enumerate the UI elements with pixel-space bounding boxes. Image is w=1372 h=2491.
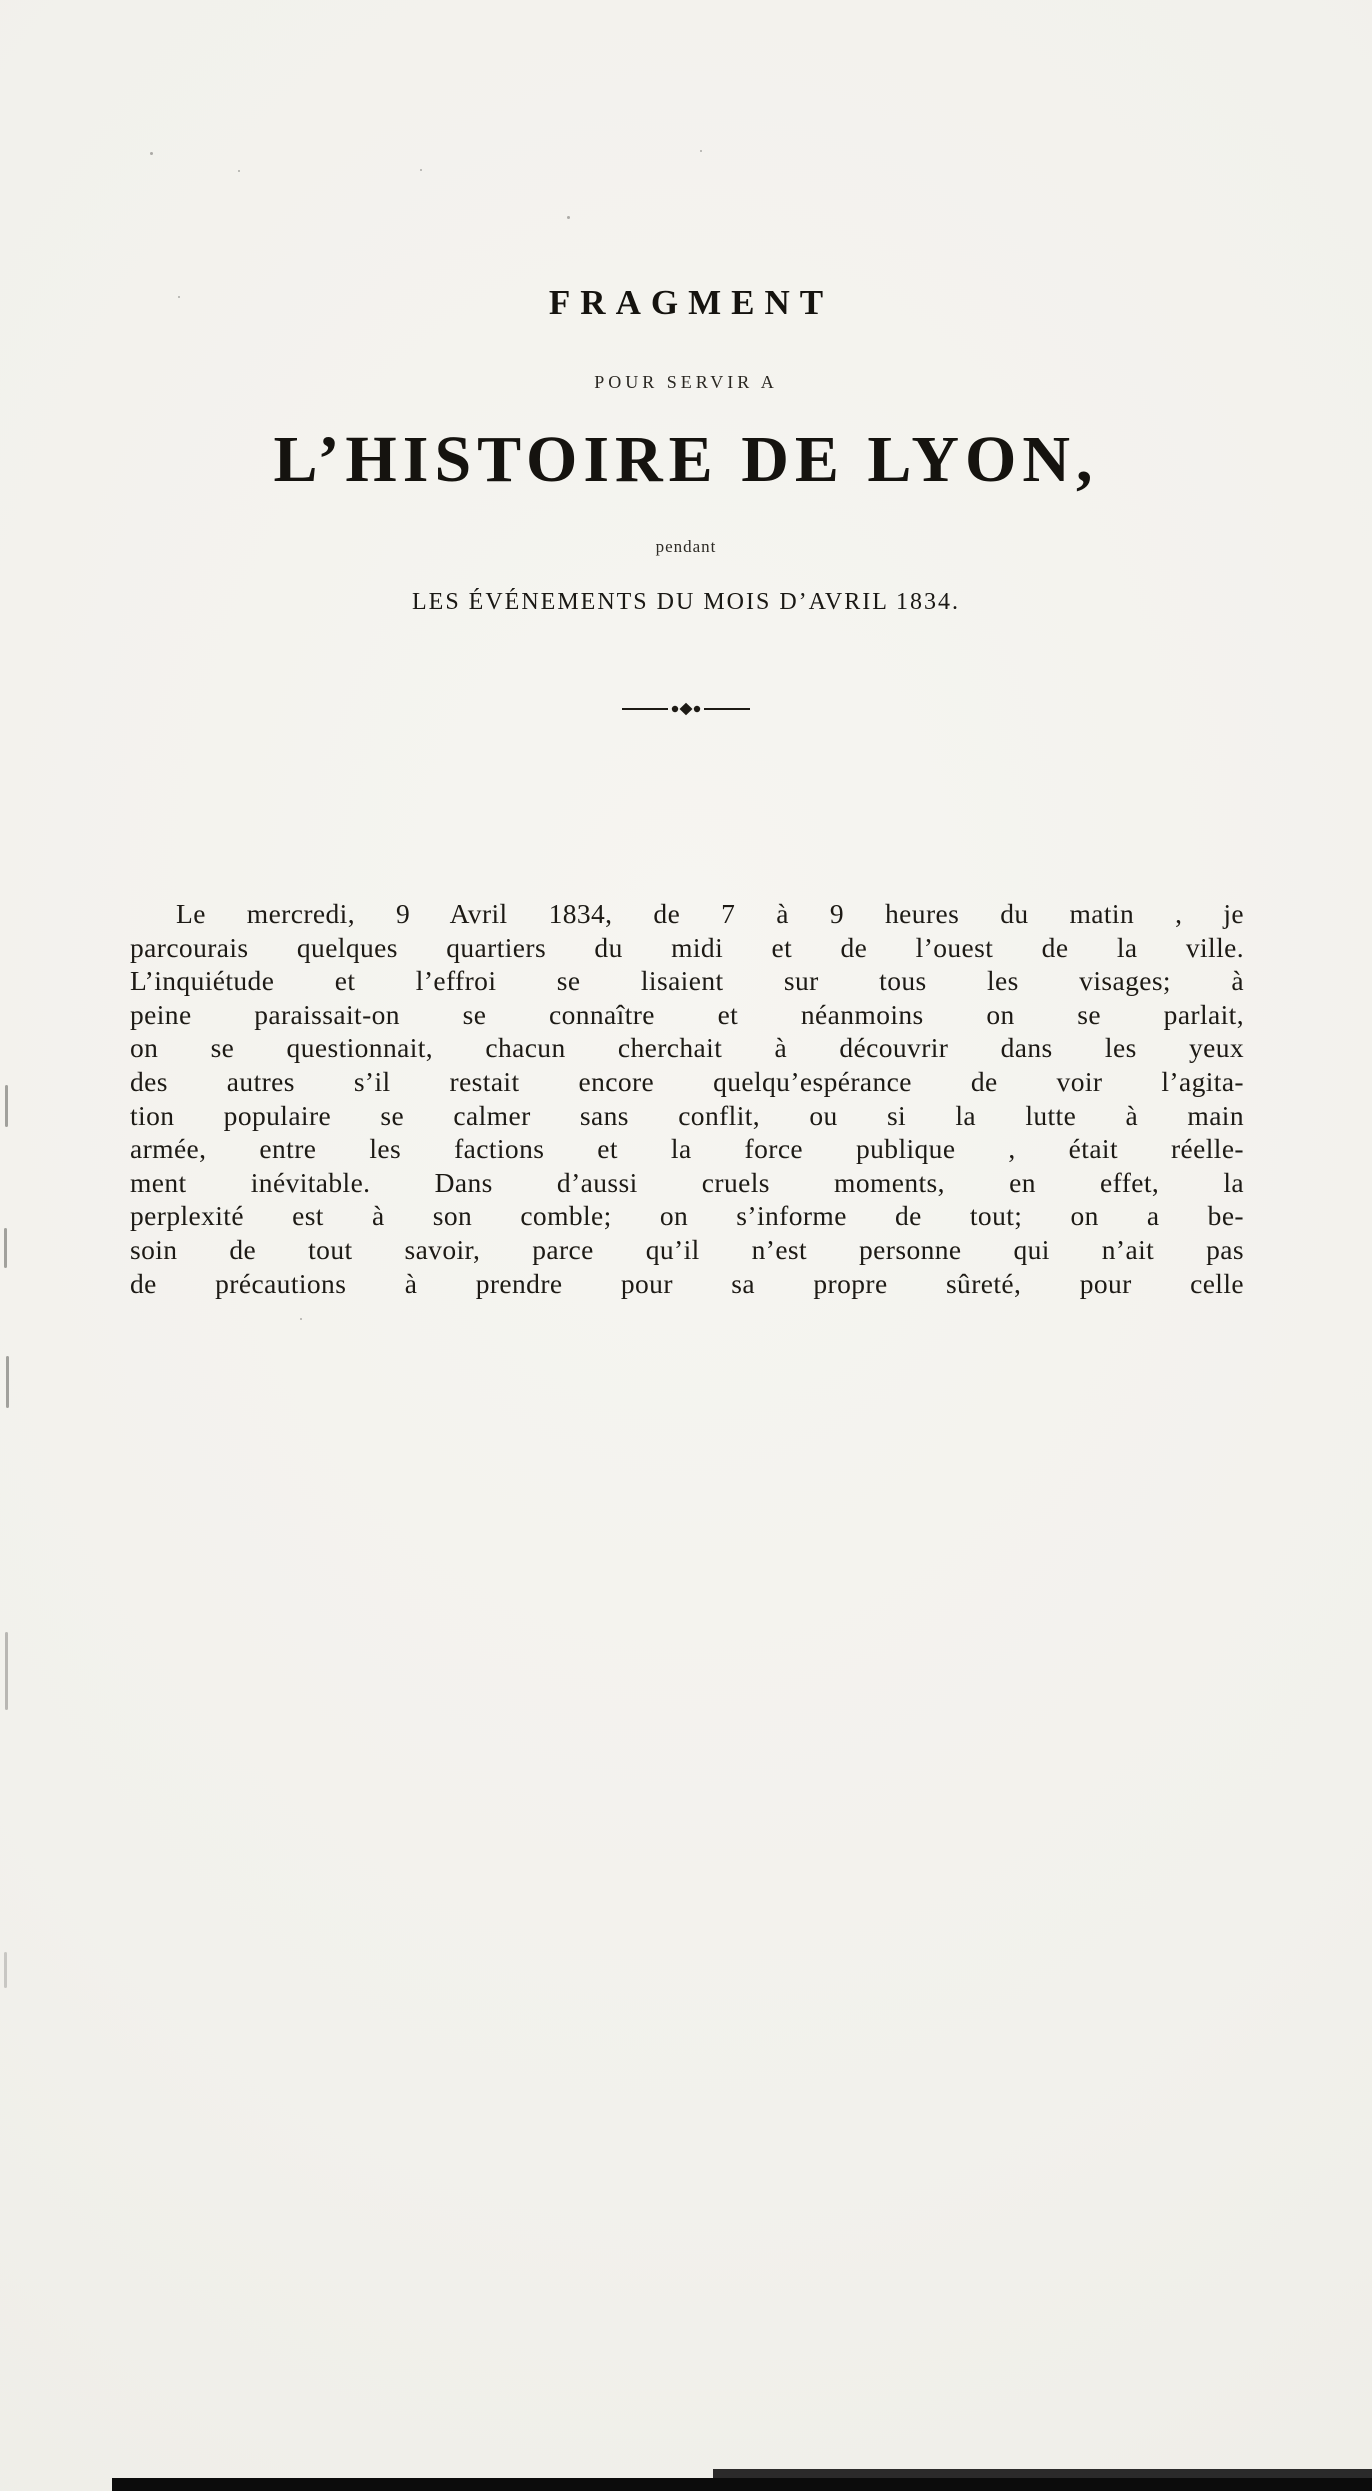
ornament-divider <box>0 700 1372 720</box>
body-line: des autres s’il restait encore quelqu’espérance de voir l’agita- <box>130 1065 1244 1097</box>
scan-artifact-speck <box>150 152 153 155</box>
body-line: soin de tout savoir, parce qu’il n’est personne qui n’ait pas <box>130 1233 1244 1265</box>
scan-artifact-speck <box>567 216 570 219</box>
scan-edge-artifact-bottom <box>112 2478 1372 2491</box>
ornament-icon <box>620 701 752 717</box>
body-line: on se questionnait, chacun cherchait à découvrir dans les yeux <box>130 1032 1244 1064</box>
body-line: de précautions à prendre pour sa propre sûreté, pour celle <box>130 1267 1244 1299</box>
scan-edge-artifact-bottom-right <box>713 2469 1372 2478</box>
scan-artifact-mark <box>5 1085 8 1127</box>
body-line: peine paraissait-on se connaître et néanmoins on se parlait, <box>130 998 1244 1030</box>
scan-artifact-mark <box>5 1632 8 1710</box>
body-line: tion populaire se calmer sans conflit, ou si la lutte à main <box>130 1099 1244 1131</box>
scan-artifact-speck <box>420 169 422 171</box>
scan-artifact-mark <box>4 1952 7 1988</box>
body-line: L’inquiétude et l’effroi se lisaient sur tous les visages; à <box>130 965 1244 997</box>
scan-artifact-speck <box>700 150 702 152</box>
scan-artifact-mark <box>4 1228 7 1268</box>
body-line: perplexité est à son comble; on s’informe de tout; on a be- <box>130 1200 1244 1232</box>
body-line: ment inévitable. Dans d’aussi cruels moments, en effet, la <box>130 1166 1244 1198</box>
main-title-histoire-de-lyon: L’HISTOIRE DE LYON, <box>273 423 1099 496</box>
scan-artifact-speck <box>238 170 240 172</box>
subtitle-pendant: pendant <box>655 537 717 556</box>
scan-artifact-mark <box>6 1356 9 1408</box>
body-line: armée, entre les factions et la force publique , était réelle- <box>130 1133 1244 1165</box>
body-line: Le mercredi, 9 Avril 1834, de 7 à 9 heures du matin , je <box>176 898 1244 929</box>
subtitle-pour-servir: POUR SERVIR A <box>594 372 778 392</box>
page-title-fragment: FRAGMENT <box>548 283 834 322</box>
body-paragraph <box>130 897 1244 1300</box>
subtitle-events-avril-1834: LES ÉVÉNEMENTS DU MOIS D’AVRIL 1834. <box>412 589 960 615</box>
body-line: parcourais quelques quartiers du midi et de l’ouest de la ville. <box>130 931 1244 963</box>
scan-artifact-speck <box>300 1318 302 1320</box>
